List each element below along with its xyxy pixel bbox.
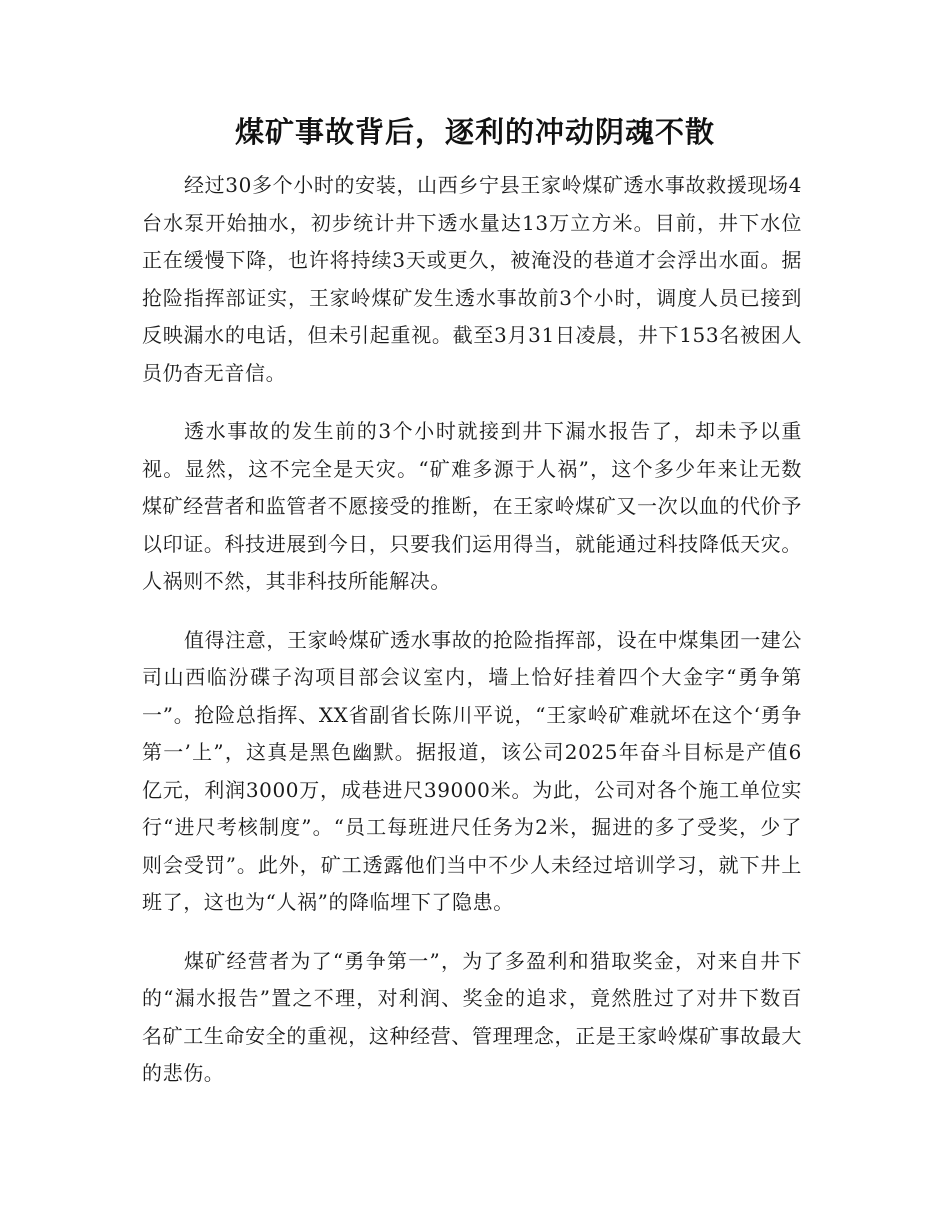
paragraph-3: 值得注意，王家岭煤矿透水事故的抢险指挥部，设在中煤集团一建公司山西临汾碟子沟项目部会议室内，墙上恰好挂着四个大金字“勇争第一”。抢险总指挥、XX省副省长陈川平说，“王家岭矿难就坏在这个‘勇争第一’上”，这真是黑色幽默。据报道，该公司2025年奋斗目标是产值6亿元，利润3000万，成巷进尺39000米。为此，公司对各个施工单位实行“进尺考核制度”。“员工每班进尺任务为2米，掘进的多了受奖，少了则会受罚”。此外，矿工透露他们当中不少人未经过培训学习，就下井上班了，这也为“人祸”的降临埋下了隐患。: [142, 627, 802, 914]
document-title: 煤矿事故背后，逐利的冲动阴魂不散: [234, 115, 715, 149]
document-body: [142, 167, 802, 1114]
paragraph-4: 煤矿经营者为了“勇争第一”，为了多盈利和猎取奖金，对来自井下的“漏水报告”置之不理，对利润、奖金的追求，竟然胜过了对井下数百名矿工生命安全的重视，这种经营、管理理念，正是王家岭煤矿事故最大的悲伤。: [142, 948, 802, 1085]
paragraph-2: 透水事故的发生前的3个小时就接到井下漏水报告了，却未予以重视。显然，这不完全是天灾。“矿难多源于人祸”，这个多少年来让无数煤矿经营者和监管者不愿接受的推断，在王家岭煤矿又一次以血的代价予以印证。科技进展到今日，只要我们运用得当，就能通过科技降低天灾。人祸则不然，其非科技所能解决。: [142, 419, 802, 593]
paragraph-1: 经过30多个小时的安装，山西乡宁县王家岭煤矿透水事故救援现场4台水泵开始抽水，初步统计井下透水量达13万立方米。目前，井下水位正在缓慢下降，也许将持续3天或更久，被淹没的巷道才会浮出水面。据抢险指挥部证实，王家岭煤矿发生透水事故前3个小时，调度人员已接到反映漏水的电话，但未引起重视。截至3月31日凌晨，井下153名被困人员仍杳无音信。: [142, 173, 802, 385]
